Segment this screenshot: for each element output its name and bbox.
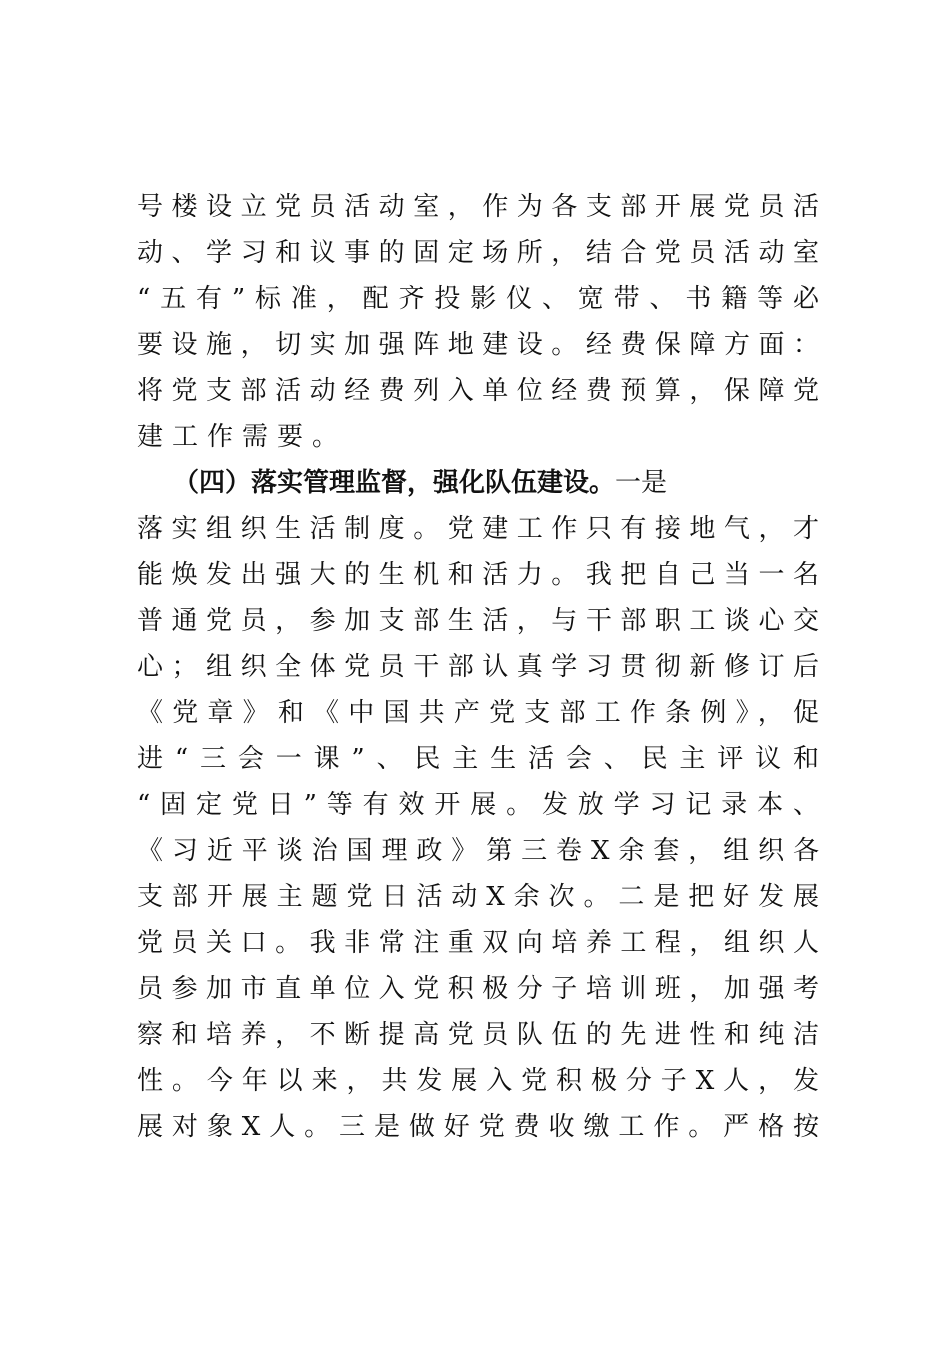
- text-line: 员参加市直单位入党积极分子培训班，加强考: [137, 974, 819, 1004]
- text-line: 号楼设立党员活动室，作为各支部开展党员活: [137, 192, 819, 222]
- text-line: 察和培养，不断提高党员队伍的先进性和纯洁: [137, 1020, 819, 1050]
- text-line: 展对象X人。三是做好党费收缴工作。严格按: [137, 1112, 819, 1142]
- text-line: 支部开展主题党日活动X余次。二是把好发展: [137, 882, 819, 912]
- text-line: 要设施，切实加强阵地建设。经费保障方面：: [137, 330, 819, 360]
- text-line: 动、学习和议事的固定场所，结合党员活动室: [137, 238, 819, 268]
- text-line: 普通党员，参加支部生活，与干部职工谈心交: [137, 606, 819, 636]
- text-line: 《党章》和《中国共产党支部工作条例》，促: [137, 698, 819, 728]
- text-line: 党员关口。我非常注重双向培养工程，组织人: [137, 928, 819, 958]
- text-line: 进“三会一课”、民主生活会、民主评议和: [137, 744, 819, 774]
- text-line: 心；组织全体党员干部认真学习贯彻新修订后: [137, 652, 819, 682]
- text-line: “五有”标准，配齐投影仪、宽带、书籍等必: [137, 284, 819, 314]
- body-text: [137, 184, 819, 1150]
- text-line: 建工作需要。: [137, 422, 348, 452]
- text-line: “固定党日”等有效开展。发放学习记录本、: [137, 790, 819, 820]
- text-run: 一是: [615, 468, 668, 498]
- text-line: 将党支部活动经费列入单位经费预算，保障党: [137, 376, 819, 406]
- text-line: 落实组织生活制度。党建工作只有接地气，才: [137, 514, 819, 544]
- text-line: 性。今年以来，共发展入党积极分子X人，发: [137, 1066, 819, 1096]
- text-line: 能焕发出强大的生机和活力。我把自己当一名: [137, 560, 819, 590]
- section-heading-line: [137, 460, 819, 506]
- text-line: 《习近平谈治国理政》第三卷X余套，组织各: [137, 836, 819, 866]
- section-heading: （四）落实管理监督，强化队伍建设。: [173, 468, 616, 498]
